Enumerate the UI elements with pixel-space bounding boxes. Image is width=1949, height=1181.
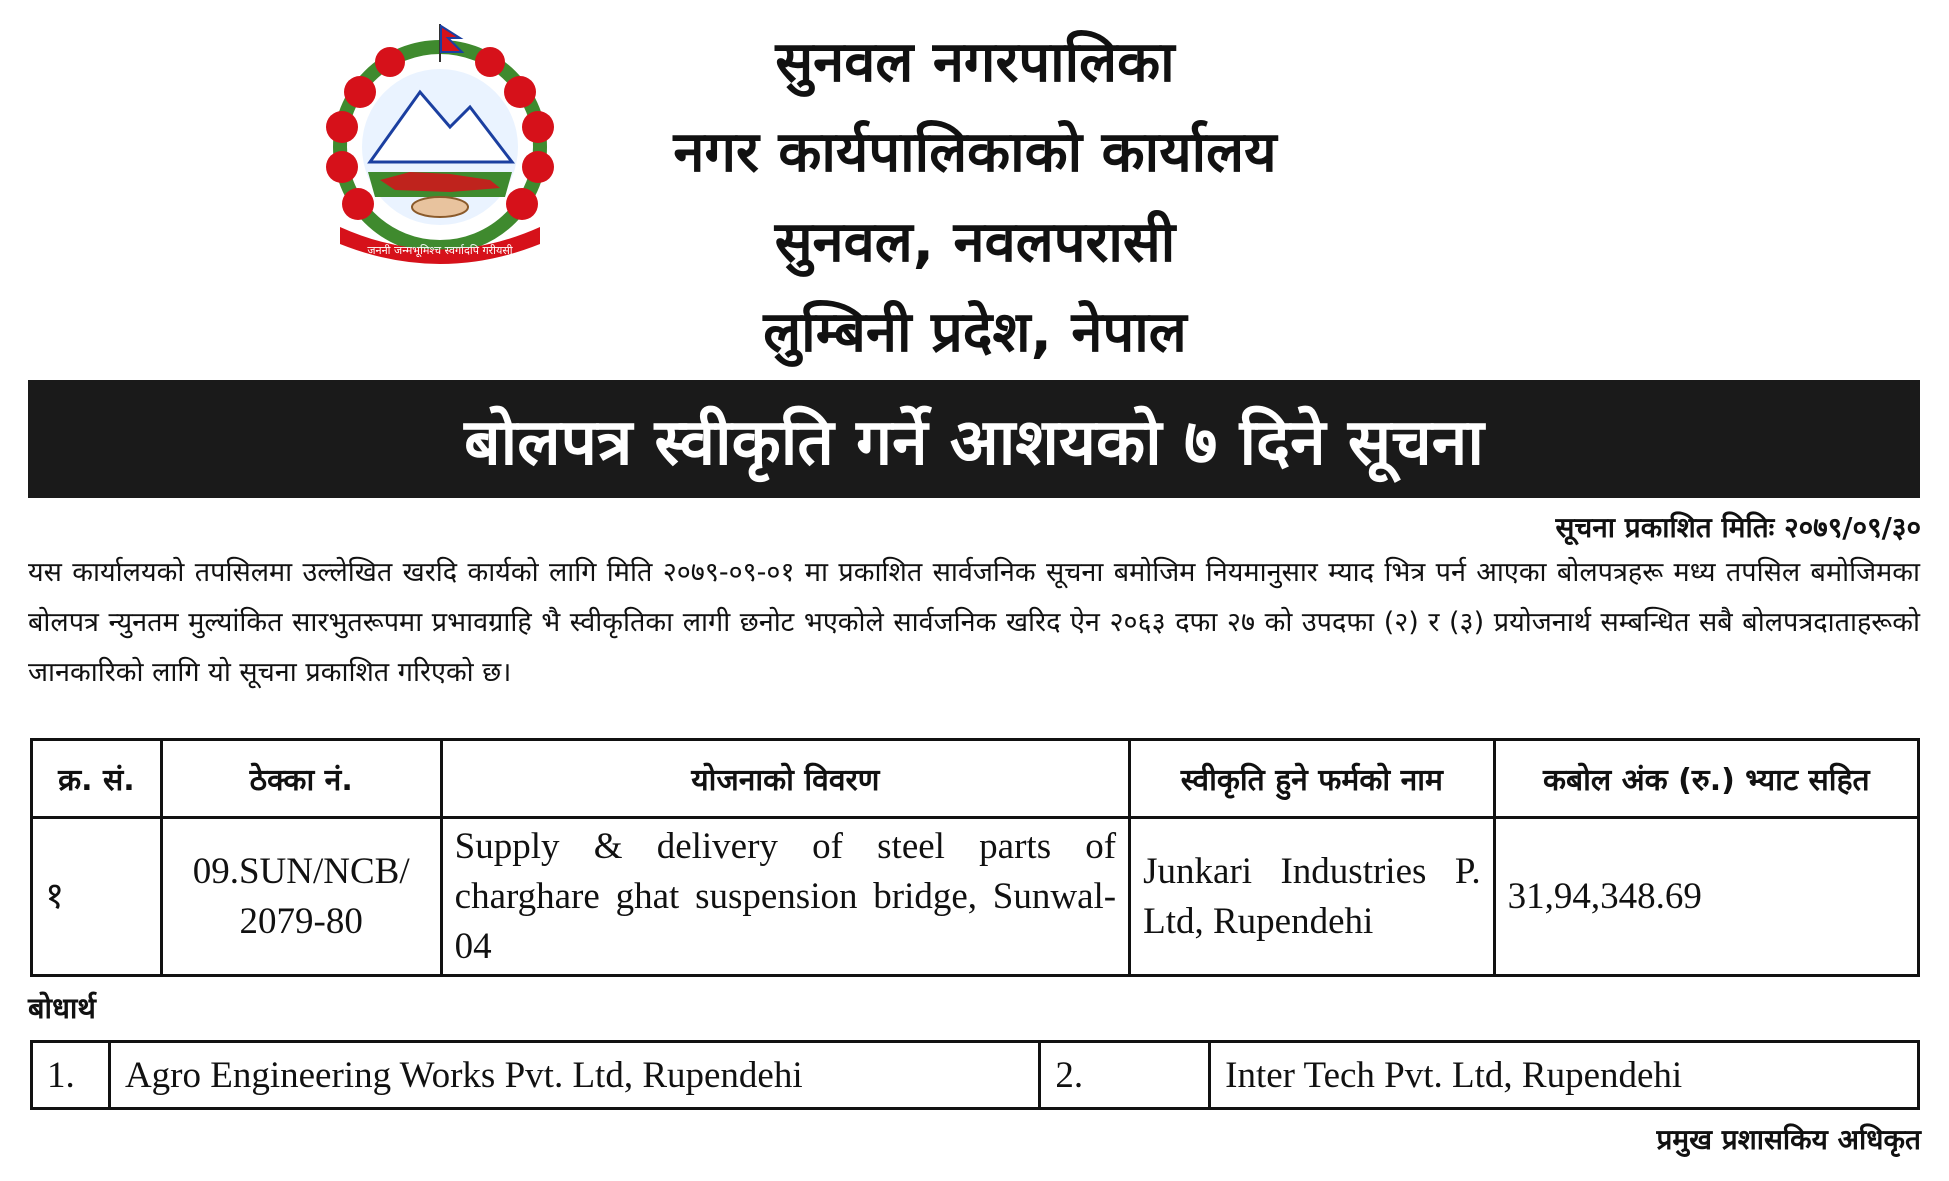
cc-item-number: 1. (32, 1042, 110, 1109)
col-header-description: योजनाको विवरण (441, 740, 1129, 818)
bid-acceptance-table (30, 738, 1920, 977)
cc-row (32, 1042, 1919, 1109)
emblem-motto: जननी जन्मभूमिश्च स्वर्गादपि गरीयसी (367, 244, 513, 257)
cell-contract-no: 09.SUN/NCB/ 2079-80 (161, 818, 441, 976)
cc-item-name: Agro Engineering Works Pvt. Ltd, Rupendehi (109, 1042, 1039, 1109)
signatory: प्रमुख प्रशासकिय अधिकृत (1656, 1123, 1921, 1156)
cc-table (30, 1040, 1920, 1110)
col-header-firm: स्वीकृति हुने फर्मको नाम (1130, 740, 1494, 818)
notice-title-bar (28, 380, 1920, 498)
col-header-sn: क्र. सं. (32, 740, 162, 818)
notice-title: बोलपत्र स्वीकृति गर्ने आशयको ७ दिने सूचना (464, 405, 1484, 480)
office-name: नगर कार्यपालिकाको कार्यालय (673, 120, 1277, 185)
cc-label: बोधार्थ (28, 991, 96, 1025)
col-header-amount: कबोल अंक (रु.) भ्याट सहित (1494, 740, 1918, 818)
province-line: लुम्बिनी प्रदेश, नेपाल (763, 300, 1187, 365)
intro-paragraph: यस कार्यालयको तपसिलमा उल्लेखित खरदि कार्यको लागि मिति २०७९-०९-०१ मा प्रकाशित सार्वजनिक सूचना बमोजिम नियमानुसार म्याद भित्र पर्न आएका बोलपत्रहरू मध्य तपसिल बमोजिमका बोलपत्र न्युनतम मुल्यांकित सारभुतरूपमा प्रभावग्राहि भै स्वीकृतिका लागी छनोट भएकोले सार्वजनिक खरिद ऐन २०६३ दफा २७ को उपदफा (२) र (३) प्रयोजनार्थ सम्बन्धित सबै बोलपत्रदाताहरूको जानकारिको लागि यो सूचना प्रकाशित गरिएको छ। (28, 557, 1920, 688)
municipality-name: सुनवल नगरपालिका (775, 30, 1175, 95)
cell-firm: Junkari Industries P. Ltd, Rupendehi (1130, 818, 1494, 976)
cc-item-name: Inter Tech Pvt. Ltd, Rupendehi (1210, 1042, 1919, 1109)
table-row (32, 818, 1919, 976)
published-date: सूचना प्रकाशित मितिः २०७९/०९/३० (1555, 511, 1921, 544)
cell-description: Supply & delivery of steel parts of charghare ghat suspension bridge, Sunwal-04 (441, 818, 1129, 976)
cell-sn: १ (32, 818, 162, 976)
cell-amount: 31,94,348.69 (1494, 818, 1918, 976)
nepal-emblem-logo (300, 22, 580, 272)
location-line: सुनवल, नवलपरासी (774, 210, 1176, 275)
cc-item-number: 2. (1040, 1042, 1210, 1109)
table-header-row (32, 740, 1919, 818)
col-header-contract-no: ठेक्का नं. (161, 740, 441, 818)
